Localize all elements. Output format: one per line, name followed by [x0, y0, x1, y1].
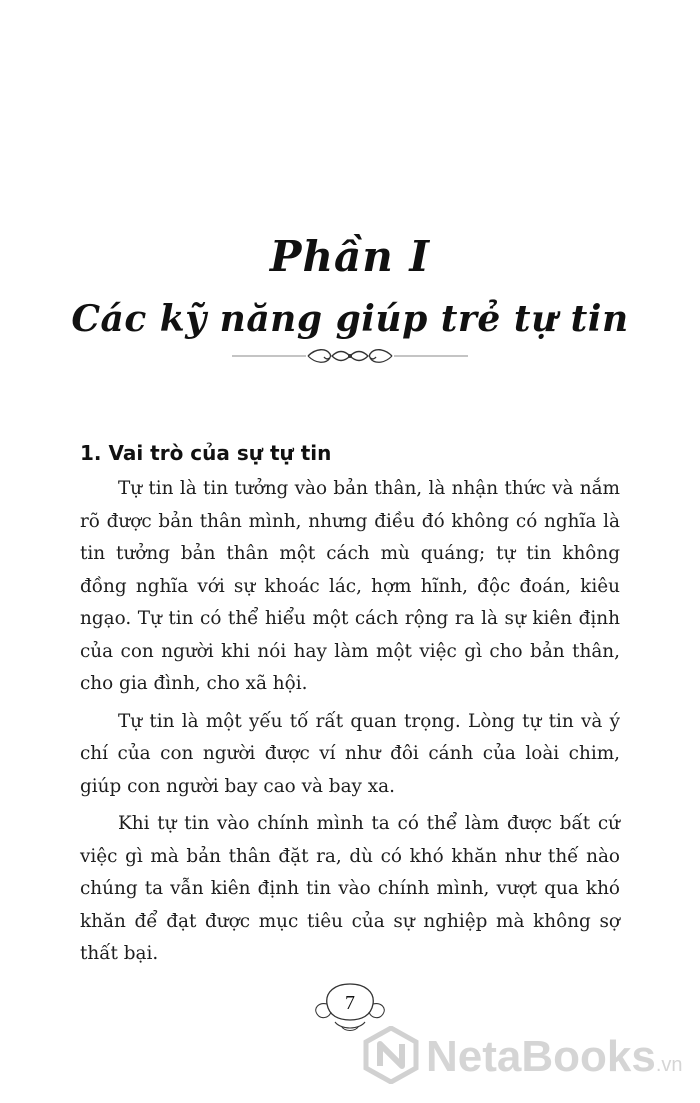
paragraph: Khi tự tin vào chính mình ta có thể làm được bất cứ việc gì mà bản thân đặt ra, dù có khó khăn như thế nào chúng ta vẫn kiên định tin vào chính mình, vượt qua khó khăn để đạt được mục tiêu của sự nghiệp mà không sợ thất bại.: [80, 813, 620, 964]
watermark-suffix: .vn: [655, 1054, 683, 1076]
paragraph: Tự tin là một yếu tố rất quan trọng. Lòng tự tin và ý chí của con người được ví như đôi cánh của loài chim, giúp con người bay cao và bay xa.: [80, 710, 620, 797]
part-subtitle: Các kỹ năng giúp trẻ tự tin: [71, 298, 629, 340]
watermark-text: [426, 1032, 683, 1082]
netabooks-logo-icon: [362, 1026, 420, 1084]
page-number: 7: [345, 992, 355, 1014]
watermark-brand: NetaBooks: [426, 1032, 656, 1081]
part-title: Phần I: [269, 232, 431, 281]
paragraph: Tự tin là tin tưởng vào bản thân, là nhận thức và nắm rõ được bản thân mình, nhưng điều đó không có nghĩa là tin tưởng bản thân một cách mù quáng; tự tin không đồng nghĩa với sự khoác lác, hợm hĩnh, độc đoán, kiêu ngạo. Tự tin có thể hiểu một cách rộng ra là sự kiên định của con người khi nói hay làm một việc gì cho bản thân, cho gia đình, cho xã hội.: [80, 478, 620, 694]
section-heading: 1. Vai trò của sự tự tin: [80, 441, 332, 465]
watermark: [362, 1022, 692, 1092]
body-text: [80, 473, 620, 976]
ornament-divider-icon: [232, 344, 468, 368]
